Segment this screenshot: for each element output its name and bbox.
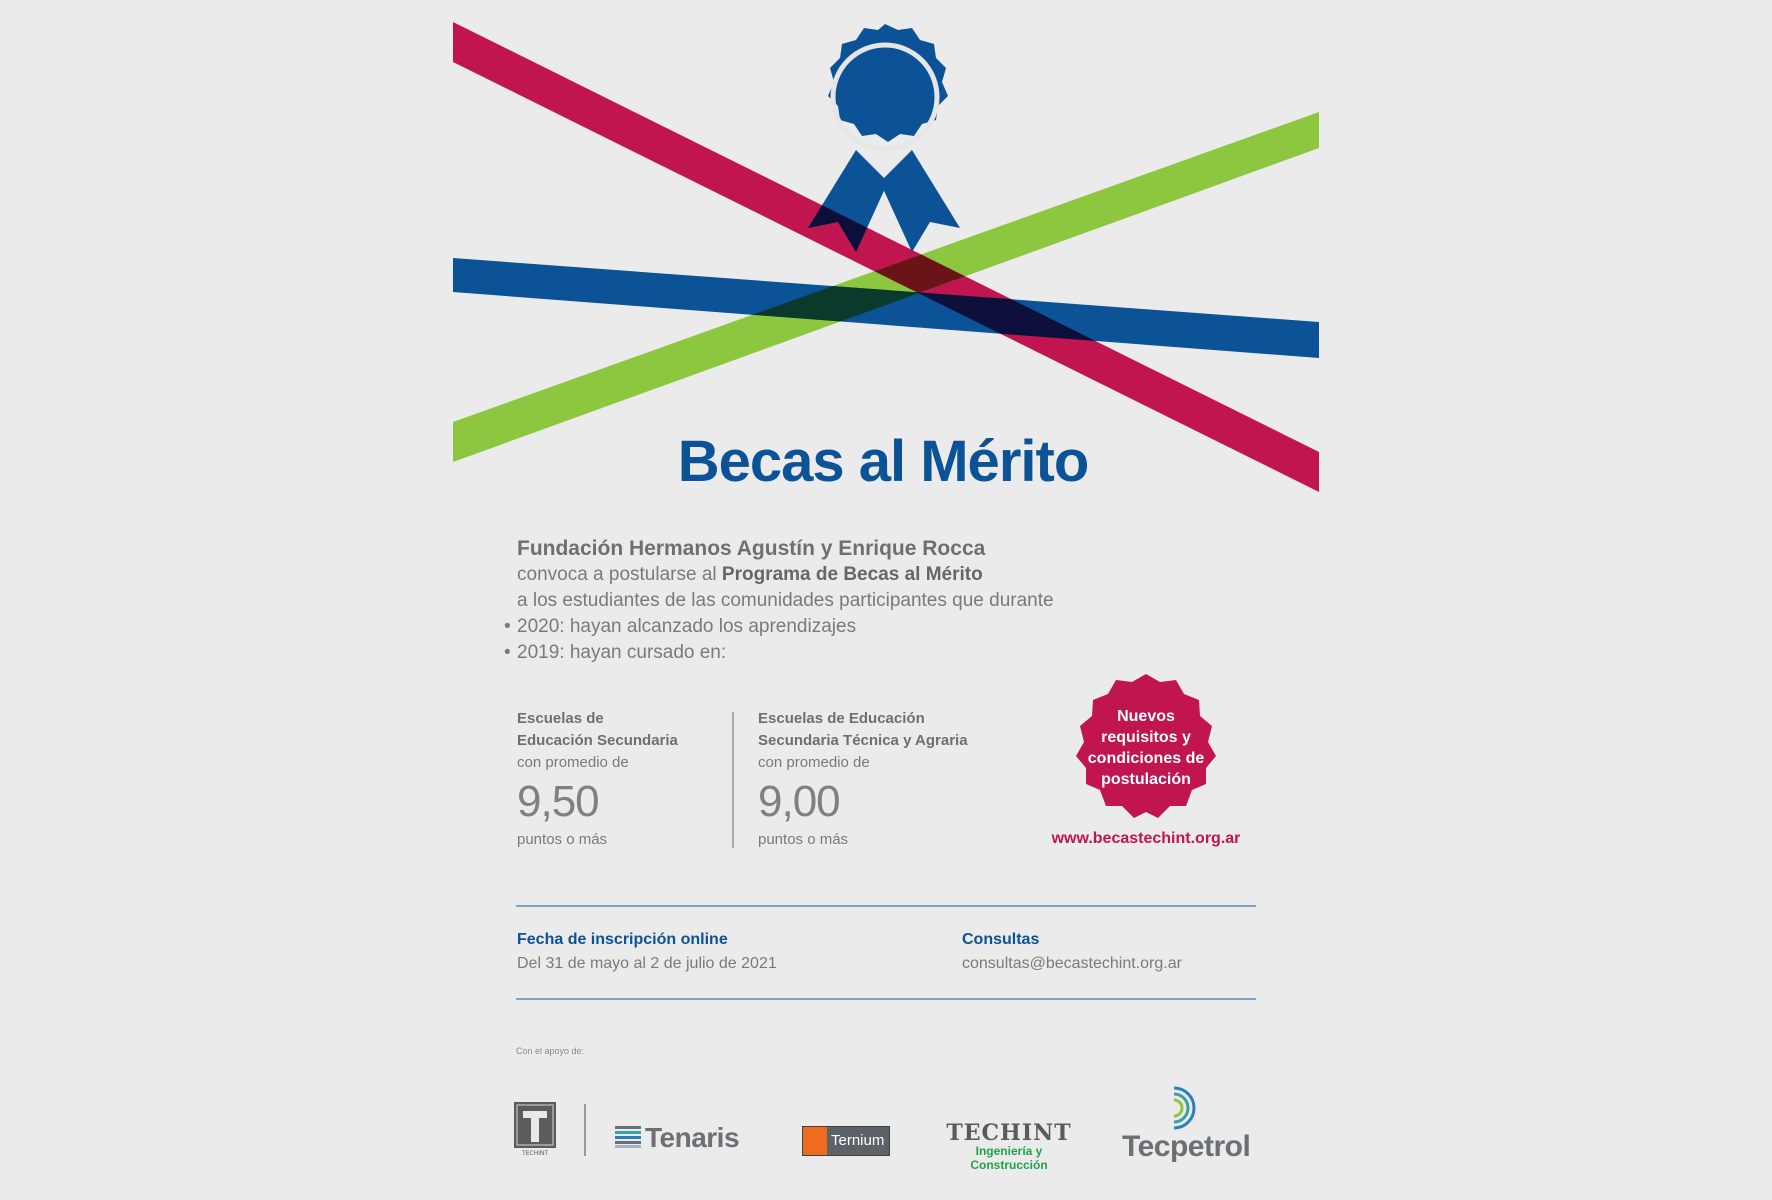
score-value: 9,00 — [758, 777, 840, 826]
divider-bottom — [516, 998, 1256, 1000]
techint-t-logo — [514, 1102, 556, 1156]
bullet-item: • 2019: hayan cursado en: — [504, 642, 727, 663]
intro-line-students: a los estudiantes de las comunidades participantes que durante — [517, 590, 1054, 611]
svg-text:TECHINT: TECHINT — [521, 1150, 549, 1156]
poster: Becas al Mérito Fundación Hermanos Agustín y Enrique Rocca convoca a postularse al Programa de Becas al Mérito a los estudiantes de las comunidades participantes que durante • 2020: hayan alcanzado los aprendizajes • 2019: hayan cursado en: Escuelas de Educación Secundaria con promedio de 9,50 puntos o más Escuelas de Educación Secundaria Técnica y Agraria con promedio de 9,00 puntos o más Nuevos requisitos y condiciones de postulación www.becastechint.org.ar Fecha de inscripción online Del 31 de mayo al 2 de julio de 2021 Consultas consultas@becastechint.org.ar Con el apoyo de: TECHINT Tenaris Ternium TECHINT Ingeniería y Construcción Tecpetrol — [0, 0, 1772, 1200]
ternium-mark-icon — [803, 1127, 827, 1155]
t-mark-icon — [514, 1102, 556, 1156]
tenaris-bars-icon — [615, 1126, 641, 1148]
intro-line-program: convoca a postularse al Programa de Becas al Mérito — [517, 564, 983, 585]
requirement-secondary: Escuelas de Educación Secundaria con promedio de 9,50 puntos o más — [517, 708, 727, 850]
column-divider — [732, 712, 734, 848]
foundation-name: Fundación Hermanos Agustín y Enrique Rocca — [517, 537, 986, 560]
divider-top — [516, 905, 1256, 907]
score-value: 9,50 — [517, 777, 599, 826]
intro-text — [504, 536, 1054, 666]
support-label: Con el apoyo de: — [516, 1046, 585, 1056]
program-name: Programa de Becas al Mérito — [721, 564, 983, 585]
contact-email-link[interactable]: consultas@becastechint.org.ar — [962, 955, 1182, 972]
requirement-technical: Escuelas de Educación Secundaria Técnica y Agraria con promedio de 9,00 puntos o más — [758, 708, 998, 850]
tecpetrol-arcs-icon — [1170, 1086, 1200, 1130]
ternium-logo: Ternium — [802, 1126, 888, 1156]
badge-text: Nuevos requisitos y condiciones de postulación — [1087, 708, 1205, 788]
enrollment-info: Fecha de inscripción online Del 31 de mayo al 2 de julio de 2021 — [517, 931, 777, 972]
logo-separator — [584, 1104, 586, 1156]
website-link[interactable]: www.becastechint.org.ar — [1051, 830, 1241, 847]
bullet-item: • 2020: hayan alcanzado los aprendizajes — [504, 616, 857, 637]
techint-logo: TECHINT Ingeniería y Construcción — [946, 1120, 1072, 1172]
ribbon-medal-icon — [808, 24, 960, 252]
page-title: Becas al Mérito — [677, 429, 1089, 494]
contact-info: Consultas consultas@becastechint.org.ar — [962, 928, 1182, 976]
